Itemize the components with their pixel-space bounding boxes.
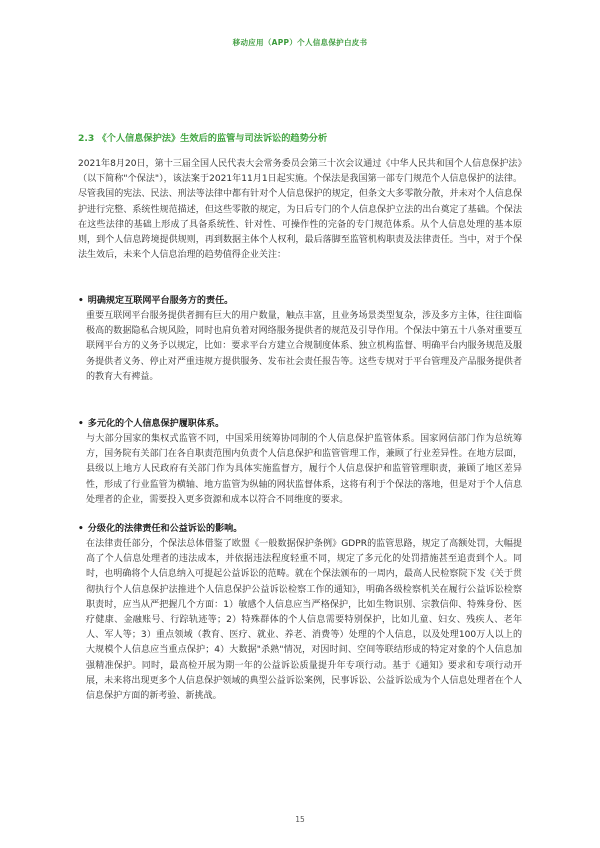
bullet-item-regulatory-system: [78, 417, 522, 508]
bullet-heading-text: 多元化的个人信息保护履职体系。: [87, 419, 225, 429]
bullet-heading-text: 明确规定互联网平台服务方的责任。: [87, 296, 234, 306]
bullet-dot-icon: •: [78, 296, 84, 306]
intro-paragraph: 2021年8月20日，第十三届全国人民代表大会常务委员会第三十次会议通过《中华人民共和国个人信息保护法》（以下简称"个保法"），该法案于2021年11月1日起实施。个保法是我国第一部专门规范个人信息保护的法律。尽管我国的宪法、民法、刑法等法律中都有针对个人信息保护的规定，但条文大多零散分散，并未对个人信息保护进行完整、系统性规范描述，但这些零散的规定，为日后专门的个人信息保护立法的出台奠定了基础。个保法在这些法律的基础上形成了具备系统性、针对性、可操作性的完备的专门规范体系。从个人信息处理的基本原则，到个人信息跨境提供规则，再到数据主体个人权利，最后落脚至监管机构职责及法律责任。当中，对于个保法生效后，未来个人信息治理的趋势值得企业关注：: [78, 159, 522, 261]
bullet-dot-icon: •: [78, 524, 84, 534]
bullet-heading: [78, 522, 522, 537]
bullet-body: 重要互联网平台服务提供者拥有巨大的用户数量，触点丰富，且业务场景类型复杂，涉及多方主体，往往面临极高的数据隐私合规风险，同时也肩负着对网络服务提供者的规范及引导作用。个保法中第五十八条对重要互联网平台方的义务予以规定，比如：要求平台方建立合规制度体系、独立机构监督、明确平台内服务规范及服务提供者义务、停止对严重违规方提供服务、发布社会责任报告等。这些专规对于平台管理及产品服务提供者的教育大有裨益。: [86, 311, 522, 382]
bullet-heading-text: 分级化的法律责任和公益诉讼的影响。: [87, 524, 243, 534]
bullet-dot-icon: •: [78, 419, 84, 429]
section-title: 2.3 《个人信息保护法》生效后的监管与司法诉讼的趋势分析: [78, 133, 328, 144]
bullet-item-legal-liability: [78, 522, 522, 704]
bullet-item-platform-responsibility: [78, 294, 522, 385]
page-number: 15: [295, 815, 305, 824]
bullet-heading: [78, 294, 522, 309]
bullet-body: 在法律责任部分，个保法总体借鉴了欧盟《一般数据保护条例》GDPR的监管思路，规定了高额处罚，大幅提高了个人信息处理者的违法成本，并依据违法程度轻重不同，规定了多元化的处罚措施甚至追责到个人。同时，也明确将个人信息纳入可提起公益诉讼的范畴。就在个保法颁布的一周内，最高人民检察院下发《关于贯彻执行个人信息保护法推进个人信息保护公益诉讼检察工作的通知》，明确各级检察机关在履行公益诉讼检察职责时，应当从严把握几个方面：1）敏感个人信息应当严格保护，比如生物识别、宗教信仰、特殊身份、医疗健康、金融账号、行踪轨迹等；2）特殊群体的个人信息需要特别保护，比如儿童、妇女、残疾人、老年人、军人等；3）重点领域（教育、医疗、就业、养老、消费等）处理的个人信息，以及处理100万人以上的大规模个人信息应当重点保护；4）大数据"杀熟"情况，对因时间、空间等联结形成的特定对象的个人信息加强精准保护。同时，最高检开展为期一年的公益诉讼质量提升年专项行动。基于《通知》要求和专项行动开展，未来将出现更多个人信息保护领域的典型公益诉讼案例，民事诉讼、公益诉讼成为个人信息处理者在个人信息保护方面的新考验、新挑战。: [86, 539, 522, 702]
document-header: 移动应用（APP）个人信息保护白皮书: [232, 38, 368, 47]
bullet-heading: [78, 417, 522, 432]
bullet-body: 与大部分国家的集权式监管不同，中国采用统筹协同制的个人信息保护监管体系。国家网信部门作为总统筹方，国务院有关部门在各自职责范围内负责个人信息保护和监管管理工作，兼顾了行业差异性。在地方层面，县级以上地方人民政府有关部门作为具体实施监督方，履行个人信息保护和监管管理职责，兼顾了地区差异性，形成了行业监管为横轴、地方监管为纵轴的网状监督体系，这将有利于个保法的落地，但是对于个人信息处理者的企业，需要投入更多资源和成本以符合不同维度的要求。: [86, 434, 522, 505]
